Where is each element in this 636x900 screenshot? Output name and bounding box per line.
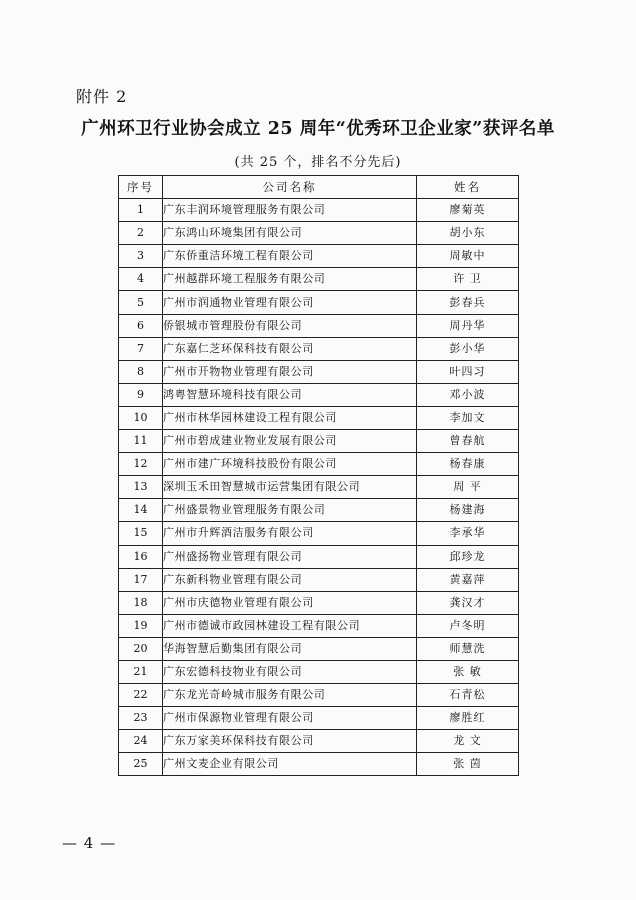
row-name: 师慧洗 (417, 637, 519, 660)
table-row (119, 753, 519, 776)
row-index: 18 (119, 591, 163, 614)
row-index: 14 (119, 499, 163, 522)
table-row (119, 476, 519, 499)
awardee-table (118, 175, 519, 776)
row-index: 5 (119, 291, 163, 314)
table-row (119, 383, 519, 406)
header-name: 姓名 (417, 176, 519, 199)
table-row (119, 684, 519, 707)
row-name: 黄嘉萍 (417, 568, 519, 591)
row-company: 广州市升辉酒洁服务有限公司 (163, 522, 417, 545)
table-row (119, 499, 519, 522)
row-company: 广东鸿山环境集团有限公司 (163, 222, 417, 245)
row-index: 9 (119, 383, 163, 406)
table-row (119, 430, 519, 453)
row-name: 周 平 (417, 476, 519, 499)
table-row (119, 314, 519, 337)
row-index: 4 (119, 268, 163, 291)
row-company: 广州越群环境工程服务有限公司 (163, 268, 417, 291)
table-row (119, 545, 519, 568)
row-company: 侨银城市管理股份有限公司 (163, 314, 417, 337)
row-name: 邓小波 (417, 383, 519, 406)
row-index: 7 (119, 337, 163, 360)
row-company: 广东新科物业管理有限公司 (163, 568, 417, 591)
row-company: 广东龙光奇岭城市服务有限公司 (163, 684, 417, 707)
row-company: 广州市德诚市政园林建设工程有限公司 (163, 614, 417, 637)
row-company: 深圳玉禾田智慧城市运营集团有限公司 (163, 476, 417, 499)
document-title: 广州环卫行业协会成立 25 周年“优秀环卫企业家”获评名单 (81, 119, 555, 139)
row-index: 21 (119, 660, 163, 683)
row-name: 廖菊英 (417, 199, 519, 222)
row-company: 广东宏德科技物业有限公司 (163, 660, 417, 683)
table-row (119, 637, 519, 660)
table-row (119, 222, 519, 245)
row-name: 许 卫 (417, 268, 519, 291)
table-row (119, 707, 519, 730)
row-name: 张 茵 (417, 753, 519, 776)
row-name: 卢冬明 (417, 614, 519, 637)
table-row (119, 360, 519, 383)
row-company: 广东侨重洁环境工程有限公司 (163, 245, 417, 268)
row-name: 龚汉才 (417, 591, 519, 614)
row-company: 广东嘉仁芝环保科技有限公司 (163, 337, 417, 360)
document-subtitle: (共 25 个，排名不分先后) (234, 155, 402, 170)
row-index: 20 (119, 637, 163, 660)
table-row (119, 568, 519, 591)
row-index: 23 (119, 707, 163, 730)
row-index: 10 (119, 406, 163, 429)
row-name: 廖胜红 (417, 707, 519, 730)
row-company: 广州盛景物业管理服务有限公司 (163, 499, 417, 522)
row-name: 李加文 (417, 406, 519, 429)
row-name: 龙 文 (417, 730, 519, 753)
row-company: 广州盛扬物业管理有限公司 (163, 545, 417, 568)
row-name: 周敏中 (417, 245, 519, 268)
table-row (119, 199, 519, 222)
row-company: 广州市庆德物业管理有限公司 (163, 591, 417, 614)
row-name: 叶四习 (417, 360, 519, 383)
table-row (119, 268, 519, 291)
table-row (119, 337, 519, 360)
row-index: 12 (119, 453, 163, 476)
row-index: 24 (119, 730, 163, 753)
row-index: 6 (119, 314, 163, 337)
row-index: 8 (119, 360, 163, 383)
row-name: 杨春康 (417, 453, 519, 476)
row-index: 2 (119, 222, 163, 245)
row-name: 曾春航 (417, 430, 519, 453)
header-company: 公司名称 (163, 176, 417, 199)
row-company: 广州市润通物业管理有限公司 (163, 291, 417, 314)
row-index: 22 (119, 684, 163, 707)
row-name: 胡小东 (417, 222, 519, 245)
table-row (119, 291, 519, 314)
row-name: 李承华 (417, 522, 519, 545)
row-company: 鸿粤智慧环境科技有限公司 (163, 383, 417, 406)
row-company: 广州市建广环境科技股份有限公司 (163, 453, 417, 476)
row-name: 彭小华 (417, 337, 519, 360)
row-name: 邱珍龙 (417, 545, 519, 568)
row-company: 广州文麦企业有限公司 (163, 753, 417, 776)
page-number: — 4 — (62, 834, 117, 852)
row-company: 广州市林华园林建设工程有限公司 (163, 406, 417, 429)
row-name: 张 敏 (417, 660, 519, 683)
row-index: 17 (119, 568, 163, 591)
table-row (119, 406, 519, 429)
row-company: 广州市开物物业管理有限公司 (163, 360, 417, 383)
row-company: 华海智慧后勤集团有限公司 (163, 637, 417, 660)
row-name: 杨建海 (417, 499, 519, 522)
row-index: 16 (119, 545, 163, 568)
table-row (119, 660, 519, 683)
row-index: 3 (119, 245, 163, 268)
table-row (119, 730, 519, 753)
row-name: 周丹华 (417, 314, 519, 337)
table-row (119, 245, 519, 268)
row-index: 1 (119, 199, 163, 222)
row-index: 15 (119, 522, 163, 545)
attachment-label: 附件 2 (76, 87, 128, 106)
row-company: 广州市保源物业管理有限公司 (163, 707, 417, 730)
row-company: 广东万家美环保科技有限公司 (163, 730, 417, 753)
row-name: 彭春兵 (417, 291, 519, 314)
table-row (119, 453, 519, 476)
header-index: 序号 (119, 176, 163, 199)
row-index: 19 (119, 614, 163, 637)
table-header-row (119, 176, 519, 199)
table-row (119, 522, 519, 545)
row-index: 11 (119, 430, 163, 453)
row-company: 广东丰润环境管理服务有限公司 (163, 199, 417, 222)
table-row (119, 591, 519, 614)
row-name: 石青松 (417, 684, 519, 707)
table-row (119, 614, 519, 637)
row-index: 25 (119, 753, 163, 776)
row-index: 13 (119, 476, 163, 499)
row-company: 广州市碧成建业物业发展有限公司 (163, 430, 417, 453)
